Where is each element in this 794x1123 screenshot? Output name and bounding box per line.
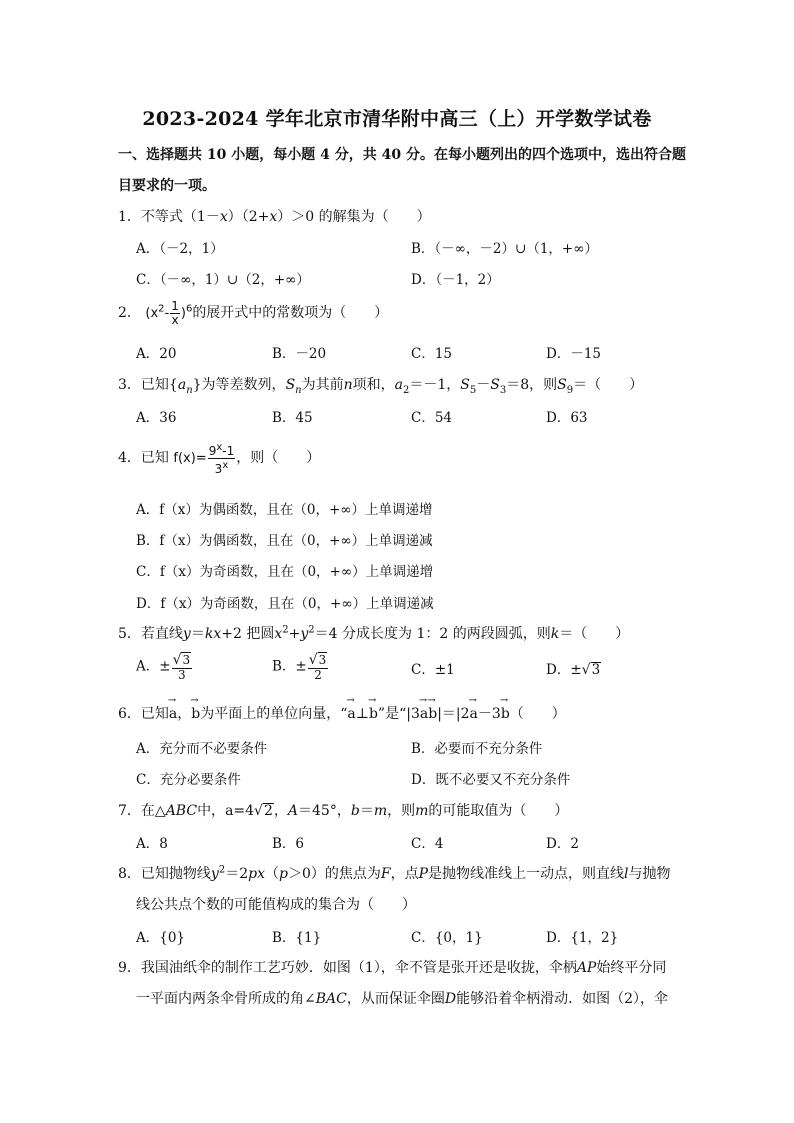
question-6-option-c: C．充分必要条件 xyxy=(136,772,241,788)
question-1-option-c: C．（－∞，1）∪（2，+∞） xyxy=(136,272,310,288)
question-7-option-c: C．4 xyxy=(411,836,444,852)
question-7-stem: 7．在△ABC中，a=4√2，A＝45°，b＝m，则m的可能取值为（ ） xyxy=(118,803,569,819)
function-expression: f(x)= $\frac{9^x-1}{3^x}$ xyxy=(173,442,235,476)
question-2-option-c: C．15 xyxy=(411,346,453,362)
question-1-option-b: B．（－∞，－2）∪（1，+∞） xyxy=(411,241,598,257)
question-2-option-a: A．20 xyxy=(136,346,177,362)
question-3-option-d: D．63 xyxy=(546,410,588,426)
question-3-option-c: C．54 xyxy=(411,410,453,426)
question-7-option-d: D．2 xyxy=(546,836,579,852)
question-5-option-d: D．±√3 xyxy=(546,662,601,678)
question-3-option-b: B．45 xyxy=(272,410,313,426)
page-title: 2023-2024 学年北京市清华附中高三（上）开学数学试卷 xyxy=(142,108,652,130)
question-3-stem: 3．已知$\{a_n\}$为等差数列，$S_n$为其前n项和，$a_2=-1$，$S_5-S_3=8$，则$S_9=$（ ） xyxy=(118,377,644,396)
question-4-option-a: A．f（x）为偶函数，且在（0，+∞）上单调递增 xyxy=(136,502,433,518)
section-header-line1: 一、选择题共 10 小题，每小题 4 分，共 40 分。在每小题列出的四个选项中，选出符合题 xyxy=(118,147,686,163)
question-8-option-b: B．{1} xyxy=(272,930,322,946)
question-1-stem: 1．不等式（1－x）（2+x）＞0 的解集为（ ） xyxy=(118,209,431,225)
question-2-stem: 2． ($x^2-$ $\frac{1}{x}$ )$^6$的展开式中的常数项为（ ） xyxy=(118,299,389,327)
question-1-option-d: D．（－1，2） xyxy=(411,272,500,288)
question-6-option-b: B．必要而不充分条件 xyxy=(411,741,543,757)
question-1-option-a: A．（－2，1） xyxy=(136,241,224,257)
question-8-option-c: C．{0，1} xyxy=(411,930,483,946)
question-7-option-b: B．6 xyxy=(272,836,305,852)
question-3-option-a: A．36 xyxy=(136,410,177,426)
question-8-option-d: D．{1，2} xyxy=(546,930,619,946)
question-6-option-a: A．充分而不必要条件 xyxy=(136,741,268,757)
question-4-option-d: D．f（x）为奇函数，且在（0，+∞）上单调递减 xyxy=(136,596,434,612)
question-9-stem-line1: 9．我国油纸伞的制作工艺巧妙．如图（1），伞不管是张开还是收拢，伞柄AP始终平分同 xyxy=(118,960,667,976)
question-7-option-a: A．8 xyxy=(136,836,168,852)
question-4-option-b: B．f（x）为偶函数，且在（0，+∞）上单调递减 xyxy=(136,533,433,549)
question-6-option-d: D．既不必要又不充分条件 xyxy=(411,772,571,788)
question-8-stem-line2: 线公共点个数的可能值构成的集合为（ ） xyxy=(136,897,416,913)
question-5-stem: 5．若直线y＝kx+2 把圆$x^2+y^2=4$ 分成长度为 1：2 的两段圆弧，则k＝（ ） xyxy=(118,624,630,642)
section-header-line2: 目要求的一项。 xyxy=(118,178,216,194)
question-2-option-d: D．－15 xyxy=(546,346,602,362)
question-4-option-c: C．f（x）为奇函数，且在（0，+∞）上单调递增 xyxy=(136,564,434,580)
question-2-option-b: B．－20 xyxy=(272,346,327,362)
question-5-option-a: A．± $\frac{√3}{3}$ xyxy=(136,652,191,682)
question-5-option-b: B．± $\frac{√3}{2}$ xyxy=(272,652,327,682)
question-8-stem-line1: 8．已知抛物线$y^2=2px(p>0)$的焦点为F，点P是抛物线准线上一动点，则直线l与抛物 xyxy=(118,864,671,882)
question-9-stem-line2: 一平面内两条伞骨所成的角∠BAC，从而保证伞圈D能够沿着伞柄滑动．如图（2），伞 xyxy=(136,991,669,1007)
question-6-stem: 6．已知→ a，→ b为平面上的单位向量，“→ a⊥→ b”是“|3→ a→ b|＝|2→ a－3→ b（ ） xyxy=(118,703,566,723)
question-8-option-a: A．{0} xyxy=(136,930,186,946)
question-4-stem: 4．已知 f(x)= $\frac{9^x-1}{3^x}$ ，则（ ） xyxy=(118,442,321,476)
question-5-option-c: C．±1 xyxy=(411,662,455,678)
expression: ($x^2-$ $\frac{1}{x}$ )$^6$ xyxy=(145,299,193,327)
